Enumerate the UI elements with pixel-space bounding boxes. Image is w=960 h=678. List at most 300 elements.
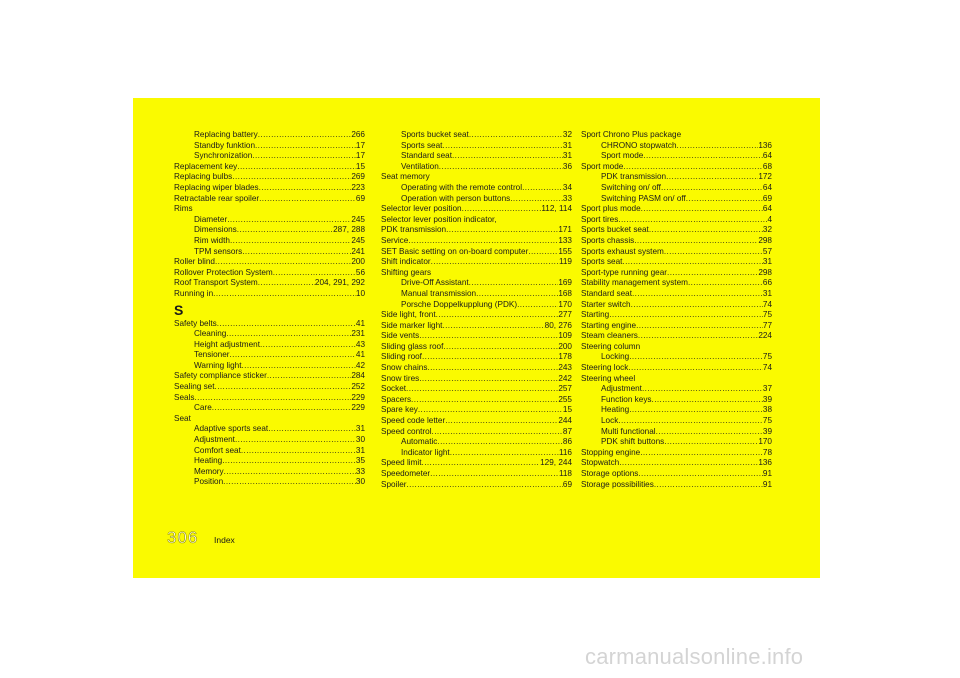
index-entry <box>381 363 572 374</box>
index-subentry <box>381 141 572 152</box>
dot-leader <box>215 257 351 268</box>
dot-leader <box>622 257 762 268</box>
dot-leader <box>235 435 356 446</box>
entry-page: 129, 244 <box>540 458 572 468</box>
dot-leader <box>407 480 563 491</box>
dot-leader <box>656 427 763 438</box>
index-subentry <box>381 437 572 448</box>
dot-leader <box>267 371 351 382</box>
dot-leader <box>194 393 351 404</box>
entry-text: Sport mode <box>601 151 644 161</box>
dot-leader <box>252 151 356 162</box>
entry-page: 39 <box>762 426 772 436</box>
index-subentry <box>174 477 365 488</box>
index-entry <box>381 172 572 183</box>
entry-page: 68 <box>762 161 772 171</box>
entry-page: 136 <box>758 458 772 468</box>
entry-page: 35 <box>355 456 365 466</box>
dot-leader <box>422 352 558 363</box>
index-entry <box>174 289 365 300</box>
entry-page: 32 <box>562 130 572 139</box>
entry-text: Storage possibilities <box>581 479 654 489</box>
index-entry <box>381 225 572 236</box>
index-entry <box>174 183 365 194</box>
dot-leader <box>649 225 763 236</box>
page-number: 306 <box>167 528 199 547</box>
entry-page: 244 <box>558 416 572 426</box>
index-entry <box>581 162 772 173</box>
index-subentry <box>381 300 572 311</box>
entry-page: 33 <box>355 466 365 476</box>
index-subentry <box>381 162 572 173</box>
dot-leader <box>638 469 763 480</box>
entry-text: Speed control <box>381 426 432 436</box>
dot-leader <box>419 331 558 342</box>
dot-leader <box>255 141 356 152</box>
dot-leader <box>241 446 356 457</box>
dot-leader <box>628 363 763 374</box>
entry-text: Stopping engine <box>581 447 641 457</box>
entry-text: Side light, front <box>381 310 436 320</box>
entry-text: Porsche Doppelkupplung (PDK) <box>401 299 518 309</box>
entry-page: 31 <box>762 288 772 298</box>
index-subentry <box>581 437 772 448</box>
entry-page: 64 <box>762 182 772 192</box>
entry-text: Starter switch <box>581 299 631 309</box>
watermark: carmanualsonline.info <box>585 644 804 669</box>
entry-text: Multi functional <box>601 426 656 436</box>
entry-page: 64 <box>762 151 772 161</box>
index-entry <box>381 236 572 247</box>
index-entry <box>581 363 772 374</box>
index-subentry <box>174 329 365 340</box>
entry-text: Manual transmission <box>401 288 477 298</box>
entry-text: Heating <box>194 456 223 466</box>
entry-text: Spoiler <box>381 479 407 489</box>
entry-page: 223 <box>351 182 365 192</box>
entry-text: Standard seat <box>401 151 452 161</box>
dot-leader <box>517 300 558 311</box>
index-entry <box>381 458 572 469</box>
entry-text: Selector lever position <box>381 204 462 214</box>
entry-text: Steering wheel <box>581 373 636 383</box>
index-entry <box>381 215 572 226</box>
entry-text: Seals <box>174 392 195 402</box>
dot-leader <box>652 395 763 406</box>
index-subentry <box>174 403 365 414</box>
index-entry <box>381 395 572 406</box>
dot-leader <box>619 458 758 469</box>
entry-text: Sports bucket seat <box>581 225 649 235</box>
entry-page: 74 <box>762 299 772 309</box>
entry-text: PDK transmission <box>381 225 447 235</box>
index-subentry <box>381 183 572 194</box>
entry-text: Seat memory <box>381 172 430 182</box>
index-entry <box>381 480 572 491</box>
entry-text: PDK transmission <box>601 172 667 182</box>
index-entry <box>581 342 772 353</box>
dot-leader <box>629 405 763 416</box>
entry-text: Sports seat <box>581 257 623 267</box>
entry-text: Tensioner <box>194 350 230 360</box>
index-entry <box>174 162 365 173</box>
entry-page: 116 <box>558 447 572 457</box>
entry-page: 229 <box>351 392 365 402</box>
dot-leader <box>629 352 763 363</box>
entry-page: 118 <box>558 469 572 478</box>
entry-text: Side vents <box>381 331 420 341</box>
entry-page: 75 <box>762 310 772 320</box>
entry-text: Spacers <box>381 394 412 404</box>
entry-page: 169 <box>558 278 572 288</box>
index-entry <box>581 300 772 311</box>
entry-text: Running in <box>174 288 214 298</box>
entry-text: Speed code letter <box>381 416 446 426</box>
entry-page: 31 <box>562 140 572 150</box>
index-subentry <box>581 405 772 416</box>
index-subentry <box>581 395 772 406</box>
entry-page: 231 <box>351 329 365 339</box>
entry-text: Sports chassis <box>581 235 635 245</box>
index-subentry <box>174 215 365 226</box>
entry-text: Sealing set <box>174 382 215 392</box>
index-entry <box>381 257 572 268</box>
dot-leader <box>631 300 763 311</box>
dot-leader <box>259 183 352 194</box>
dot-leader <box>666 172 758 183</box>
entry-page: 37 <box>762 384 772 394</box>
index-entry <box>581 331 772 342</box>
entry-page: 30 <box>355 477 365 487</box>
dot-leader <box>408 236 558 247</box>
index-column-3 <box>581 130 772 490</box>
entry-page: 168 <box>558 288 572 298</box>
dot-leader <box>528 247 558 258</box>
index-entry <box>174 268 365 279</box>
dot-leader <box>419 374 558 385</box>
entry-text: Drive-Off Assistant <box>401 278 469 288</box>
index-subentry <box>174 151 365 162</box>
entry-text: Replacement key <box>174 161 238 171</box>
entry-page: 41 <box>355 350 365 360</box>
entry-page: 38 <box>762 405 772 415</box>
index-entry <box>581 278 772 289</box>
dot-leader <box>632 289 763 300</box>
entry-text: Speedometer <box>381 469 431 478</box>
entry-page: 287, 288 <box>333 225 365 235</box>
dot-leader <box>222 456 356 467</box>
entry-page: 86 <box>562 437 572 447</box>
index-subentry <box>174 361 365 372</box>
entry-page: 224 <box>758 331 772 341</box>
index-subentry <box>174 236 365 247</box>
entry-text: Sports exhaust system <box>581 246 664 256</box>
entry-text: Socket <box>381 384 407 394</box>
entry-page: 42 <box>355 360 365 370</box>
dot-leader <box>469 130 563 141</box>
dot-leader <box>268 424 356 435</box>
entry-page: 87 <box>562 426 572 436</box>
entry-page: 31 <box>762 257 772 267</box>
dot-leader <box>418 405 563 416</box>
dot-leader <box>422 458 541 469</box>
dot-leader <box>510 194 563 205</box>
entry-text: Operating with the remote control <box>401 182 523 192</box>
entry-page: 91 <box>762 479 772 489</box>
entry-page: 69 <box>355 193 365 203</box>
index-subentry <box>581 194 772 205</box>
dot-leader <box>258 278 315 289</box>
index-entry <box>174 393 365 404</box>
entry-page: 41 <box>355 318 365 328</box>
entry-text: Retractable rear spoiler <box>174 193 260 203</box>
entry-page: 133 <box>558 235 572 245</box>
entry-text: Sport mode <box>581 161 624 171</box>
index-entry <box>381 321 572 332</box>
entry-page: 43 <box>355 339 365 349</box>
dot-leader <box>661 183 763 194</box>
entry-page: 31 <box>562 151 572 161</box>
index-entry <box>381 405 572 416</box>
entry-text: TPM sensors <box>194 246 243 256</box>
dot-leader <box>522 183 563 194</box>
index-entry <box>174 278 365 289</box>
index-subentry <box>581 151 772 162</box>
entry-text: Adjustment <box>194 435 235 445</box>
dot-leader <box>232 172 351 183</box>
index-entry <box>381 310 572 321</box>
entry-page: 245 <box>351 214 365 224</box>
entry-page: 229 <box>351 403 365 413</box>
dot-leader <box>469 278 559 289</box>
index-entry <box>581 374 772 385</box>
index-entry <box>581 458 772 469</box>
entry-page: 39 <box>762 394 772 404</box>
dot-leader <box>241 361 355 372</box>
dot-leader <box>442 141 562 152</box>
dot-leader <box>443 342 558 353</box>
index-letter-heading: S <box>174 301 184 318</box>
entry-page: 10 <box>355 288 365 298</box>
entry-text: Cleaning <box>194 329 227 339</box>
entry-text: Locking <box>601 352 630 362</box>
entry-text: PDK shift buttons <box>601 437 665 447</box>
entry-page: 77 <box>762 320 772 330</box>
dot-leader <box>636 321 763 332</box>
entry-page: 36 <box>562 161 572 171</box>
index-entry <box>381 384 572 395</box>
entry-page: 57 <box>762 246 772 256</box>
dot-leader <box>242 247 351 258</box>
entry-text: Replacing battery <box>194 130 258 139</box>
dot-leader <box>212 403 352 414</box>
index-entry <box>581 480 772 491</box>
index-entry <box>381 268 572 279</box>
entry-text: Memory <box>194 466 224 476</box>
entry-page: 69 <box>562 479 572 489</box>
entry-text: Sport-type running gear <box>581 267 668 277</box>
index-entry <box>174 371 365 382</box>
entry-text: Adjustment <box>601 384 642 394</box>
dot-leader <box>431 257 559 268</box>
dot-leader <box>224 467 356 478</box>
entry-page: 78 <box>762 447 772 457</box>
entry-text: Service <box>381 235 409 245</box>
entry-text: Shifting gears <box>381 267 432 277</box>
entry-text: Starting <box>581 310 610 320</box>
entry-page: 56 <box>355 267 365 277</box>
index-subentry <box>581 427 772 438</box>
entry-text: Selector lever position indicator, <box>381 214 497 224</box>
entry-text: Safety compliance sticker <box>174 371 267 381</box>
entry-text: Seat <box>174 413 191 423</box>
index-subentry <box>174 225 365 236</box>
entry-text: Sport Chrono Plus package <box>581 130 682 139</box>
entry-text: Stopwatch <box>581 458 620 468</box>
entry-text: Diameter <box>194 214 228 224</box>
index-subentry <box>381 194 572 205</box>
index-column-2 <box>381 130 572 490</box>
entry-text: Sport tires <box>581 214 619 224</box>
dot-leader <box>217 319 356 330</box>
index-entry <box>581 310 772 321</box>
index-subentry <box>381 151 572 162</box>
dot-leader <box>258 130 352 141</box>
index-entry <box>381 352 572 363</box>
index-entry <box>174 172 365 183</box>
index-entry <box>581 268 772 279</box>
entry-text: Sliding glass roof <box>381 341 444 351</box>
dot-leader <box>638 331 758 342</box>
entry-text: Replacing wiper blades <box>174 182 259 192</box>
dot-leader <box>686 194 763 205</box>
index-entry <box>381 416 572 427</box>
entry-page: 257 <box>558 384 572 394</box>
entry-page: 112, 114 <box>541 204 572 214</box>
dot-leader <box>442 321 544 332</box>
entry-text: Dimensions <box>194 225 237 235</box>
entry-text: Shift indicator <box>381 257 431 267</box>
index-subentry <box>174 141 365 152</box>
dot-leader <box>446 225 558 236</box>
dot-leader <box>213 289 356 300</box>
entry-page: 109 <box>558 331 572 341</box>
dot-leader <box>230 236 351 247</box>
dot-leader <box>259 194 356 205</box>
index-subentry <box>381 278 572 289</box>
entry-page: 266 <box>351 130 365 139</box>
index-entry <box>381 331 572 342</box>
dot-leader <box>664 437 758 448</box>
entry-text: Safety belts <box>174 318 217 328</box>
entry-text: Function keys <box>601 394 652 404</box>
entry-page: 171 <box>558 225 572 235</box>
index-subentry <box>174 424 365 435</box>
entry-text: Replacing bulbs <box>174 172 233 182</box>
entry-page: 204, 291, 292 <box>314 278 365 288</box>
dot-leader <box>226 329 351 340</box>
dot-leader <box>223 477 356 488</box>
index-subentry <box>174 340 365 351</box>
index-entry <box>581 236 772 247</box>
dot-leader <box>641 204 763 215</box>
entry-text: Side marker light <box>381 320 443 330</box>
entry-text: Snow chains <box>381 363 428 373</box>
index-entry <box>381 342 572 353</box>
index-entry <box>581 469 772 480</box>
entry-text: Snow tires <box>381 373 420 383</box>
entry-text: Comfort seat <box>194 445 241 455</box>
entry-page: 277 <box>558 310 572 320</box>
dot-leader <box>430 469 559 480</box>
dot-leader <box>445 416 558 427</box>
entry-text: Rim width <box>194 235 230 245</box>
index-subentry <box>381 448 572 459</box>
index-subentry <box>581 352 772 363</box>
entry-text: Height adjustment <box>194 339 260 349</box>
entry-text: Starting engine <box>581 320 637 330</box>
entry-page: 4 <box>767 214 772 224</box>
entry-page: 17 <box>355 140 365 150</box>
entry-page: 170 <box>758 437 772 447</box>
entry-page: 30 <box>355 435 365 445</box>
entry-text: SET Basic setting on on-board computer <box>381 246 529 256</box>
dot-leader <box>437 437 562 448</box>
index-entry <box>174 414 365 425</box>
dot-leader <box>640 448 763 459</box>
entry-text: Synchronization <box>194 151 253 161</box>
index-entry <box>174 204 365 215</box>
entry-page: 31 <box>355 445 365 455</box>
index-entry <box>174 257 365 268</box>
entry-text: Rims <box>174 204 193 214</box>
index-entry <box>174 382 365 393</box>
dot-leader <box>618 215 767 226</box>
index-entry <box>581 289 772 300</box>
entry-text: Roof Transport System <box>174 278 258 288</box>
index-subentry <box>174 467 365 478</box>
entry-text: Roller blind <box>174 257 215 267</box>
entry-text: Sports seat <box>401 140 443 150</box>
entry-page: 136 <box>758 140 772 150</box>
index-column-1 <box>174 130 365 488</box>
entry-text: Standard seat <box>581 288 632 298</box>
entry-page: 241 <box>351 246 365 256</box>
dot-leader <box>450 448 559 459</box>
index-subentry <box>174 130 365 141</box>
index-entry <box>581 215 772 226</box>
entry-page: 75 <box>762 416 772 426</box>
dot-leader <box>411 395 558 406</box>
entry-text: Switching PASM on/ off <box>601 193 686 203</box>
entry-text: Storage options <box>581 469 639 478</box>
entry-text: CHRONO stopwatch <box>601 140 677 150</box>
index-subentry <box>581 384 772 395</box>
index-entry <box>381 204 572 215</box>
entry-page: 243 <box>558 363 572 373</box>
entry-page: 74 <box>762 363 772 373</box>
entry-text: Speed limit <box>381 458 422 468</box>
entry-page: 33 <box>562 193 572 203</box>
dot-leader <box>427 363 558 374</box>
entry-page: 119 <box>558 257 572 267</box>
entry-text: Sliding roof <box>381 352 422 362</box>
entry-text: Sport plus mode <box>581 204 641 214</box>
index-subentry <box>581 416 772 427</box>
entry-page: 31 <box>355 424 365 434</box>
entry-page: 64 <box>762 204 772 214</box>
entry-page: 200 <box>558 341 572 351</box>
